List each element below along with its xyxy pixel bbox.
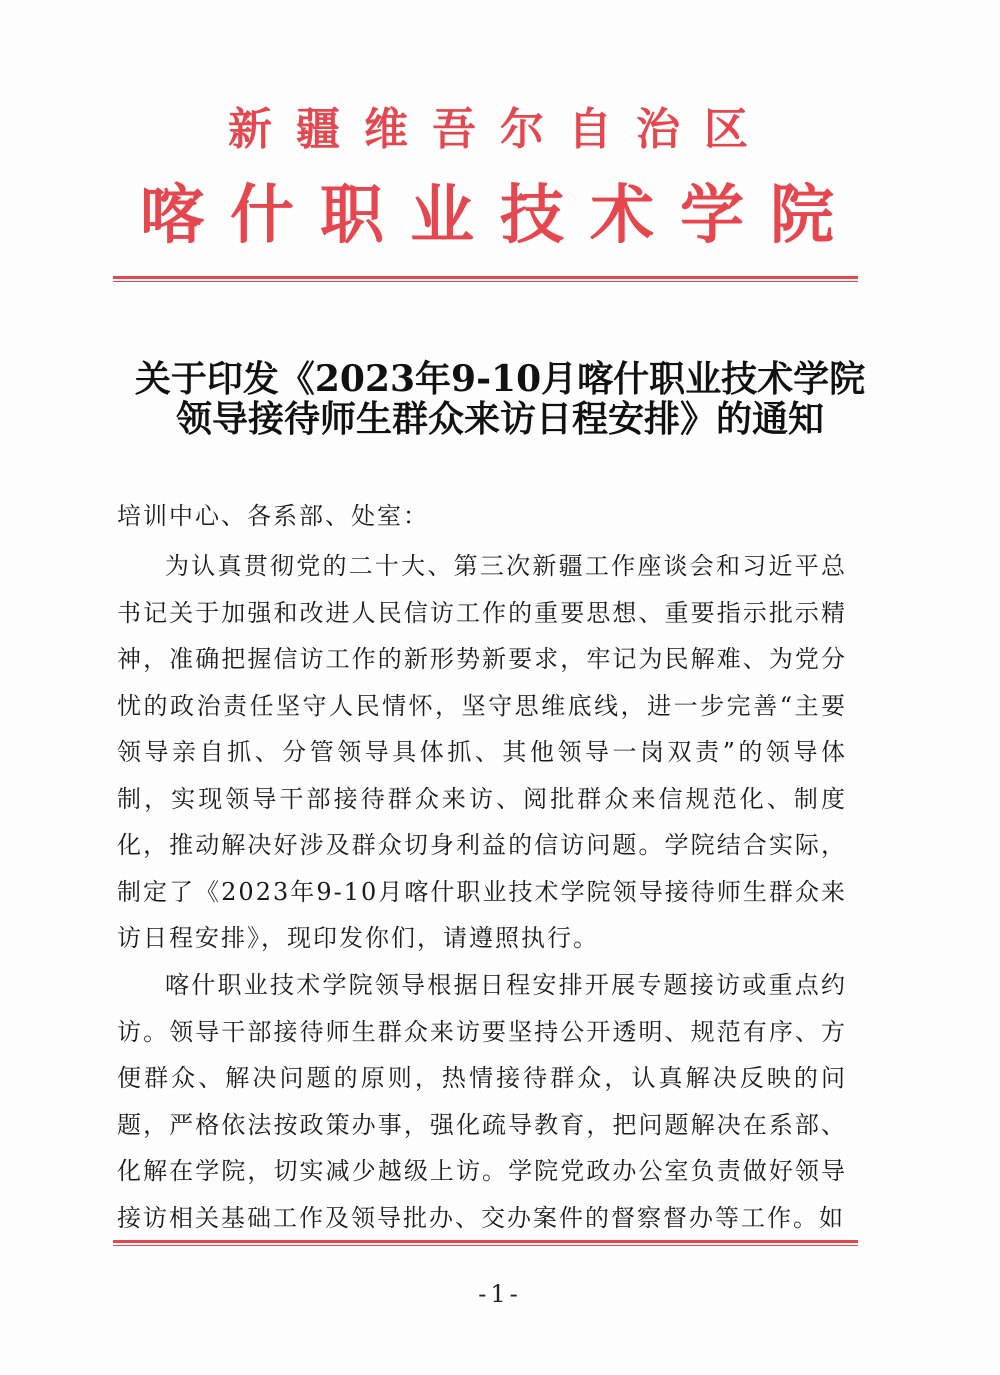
body-paragraph-1: 为认真贯彻党的二十大、第三次新疆工作座谈会和习近平总书记关于加强和改进人民信访工作的重要思想、重要指示批示精神，准确把握信访工作的新形势新要求，牢记为民解难、为党分忧的政治责任坚守人民情怀，坚守思维底线，进一步完善“主要领导亲自抓、分管领导具体抓、其他领导一岗双责”的领导体制，实现领导干部接待群众来访、阅批群众来信规范化、制度化，推动解决好涉及群众切身利益的信访问题。学院结合实际，制定了《2023年9-10月喀什职业技术学院领导接待师生群众来访日程安排》，现印发你们，请遵照执行。 bbox=[117, 552, 847, 952]
page-number: -1- bbox=[478, 1280, 522, 1308]
salutation: 培训中心、各系部、处室： bbox=[117, 502, 429, 530]
letterhead-region: 新疆维吾尔自治区 bbox=[228, 104, 772, 155]
notice-title-line1: 关于印发《2023年9-10月喀什职业技术学院 bbox=[134, 358, 866, 400]
footer-divider bbox=[113, 1240, 858, 1246]
notice-title-line2: 领导接待师生群众来访日程安排》的通知 bbox=[175, 398, 824, 440]
letterhead-divider bbox=[113, 276, 858, 282]
body-paragraph-2: 喀什职业技术学院领导根据日程安排开展专题接访或重点约访。领导干部接待师生群众来访要坚持公开透明、规范有序、方便群众、解决问题的原则，热情接待群众，认真解决反映的问题，严格依法按政策办事，强化疏导教育，把问题解决在系部、化解在学院，切实减少越级上访。学院党政办公室负责做好领导接访相关基础工作及领导批办、交办案件的督察督办等工作。如 bbox=[117, 971, 847, 1232]
letterhead-institution: 喀什职业技术学院 bbox=[140, 178, 860, 253]
